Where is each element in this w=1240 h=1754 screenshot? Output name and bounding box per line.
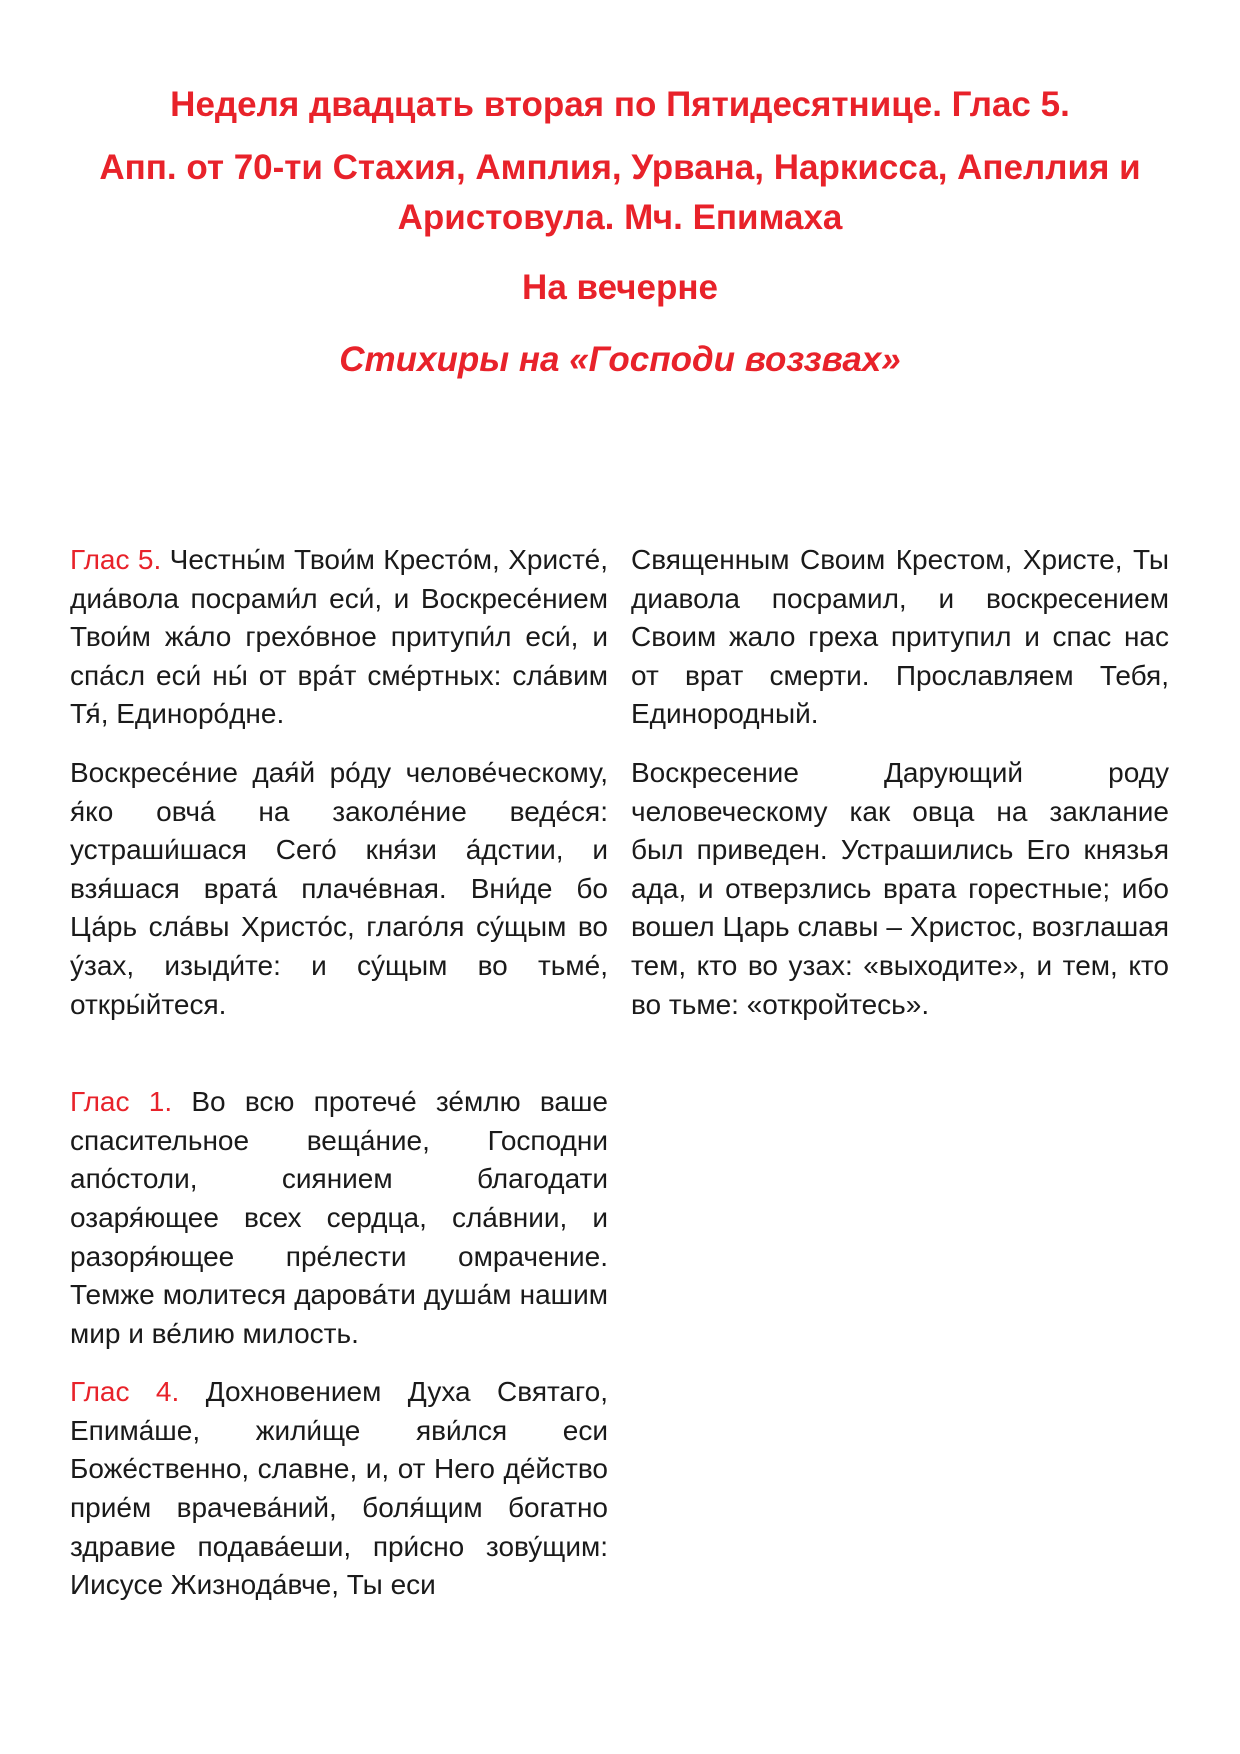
translation-paragraph (631, 541, 1169, 734)
translation-text: Воскресение Дарующий роду человеческому как овца на заклание был приведен. Устрашились Его князья ада, и отверзлись врата горестные; ибо вошел Царь славы – Христос, возглашая тем, кто во узах: «выходите», и тем, кто во тьме: «откройтесь». (631, 756, 1169, 1020)
stichera-text: Во всю протече́ зе́млю ваше спасительное веща́ние, Господни апо́столи, сиянием благодати озаря́ющее всех сердца, сла́внии, и разоря́ющее пре́лести омрачение. Темже молитеся дарова́ти душа́м нашим мир и ве́лию милость. (70, 1086, 609, 1349)
section-stichera: Стихиры на «Господи воззвах» (339, 340, 901, 379)
translation-text: Священным Своим Крестом, Христе, Ты диавола посрамил, и воскресением Своим жало греха притупил и спас нас от врат смерти. Прославляем Тебя, Единородный. (631, 544, 1169, 730)
stichera-paragraph (70, 541, 608, 734)
tone-label: Глас 1. (70, 1086, 173, 1118)
stichera-paragraph (70, 754, 608, 1024)
translation-paragraph (631, 754, 1169, 1024)
service-title: Неделя двадцать вторая по Пятидесятнице. Глас 5. (170, 85, 1070, 124)
page-header (60, 80, 1180, 385)
stichera-text: Честны́м Твои́м Кресто́м, Христе́, диа́вола посрами́л еси́, и Воскресе́нием Твои́м жа́ло грехо́вное притупи́л еси́, и спа́сл еси́ ны́ от вра́т сме́ртных: сла́вим Тя́, Единоро́дне. (70, 544, 608, 730)
stichera-text: Дохновением Духа Святаго, Епима́ше, жили́ще яви́лся еси Боже́ственно, славне, и, от Него де́йство прие́м врачева́ний, боля́щим богатно здравие подава́еши, при́сно зову́щим: Иисусе Жизнода́вче, Ты еси (70, 1376, 609, 1601)
stichera-text: Воскресе́ние дая́й ро́ду челове́ческому, я́ко овча́ на заколе́ние веде́ся: устраши́шася Сего́ кня́зи а́дстии, и взя́шася врата́ плаче́вная. Вни́де бо Ца́рь сла́вы Христо́с, глаго́ля су́щым во у́зах, изыди́те: и су́щым во тьме́, откры́йтеся. (70, 756, 608, 1020)
stichera-paragraph (70, 1083, 608, 1353)
tone-label: Глас 5. (70, 544, 162, 575)
russian-translation-column (631, 541, 1169, 1024)
tone-label: Глас 4. (70, 1376, 180, 1408)
saints-commemoration: Апп. от 70-ти Стахия, Амплия, Урвана, Наркисса, Апеллия и Аристовула. Мч. Епимаха (99, 148, 1141, 237)
section-vespers: На вечерне (522, 268, 718, 307)
church-slavonic-column (70, 541, 608, 1605)
stichera-paragraph (70, 1373, 608, 1605)
